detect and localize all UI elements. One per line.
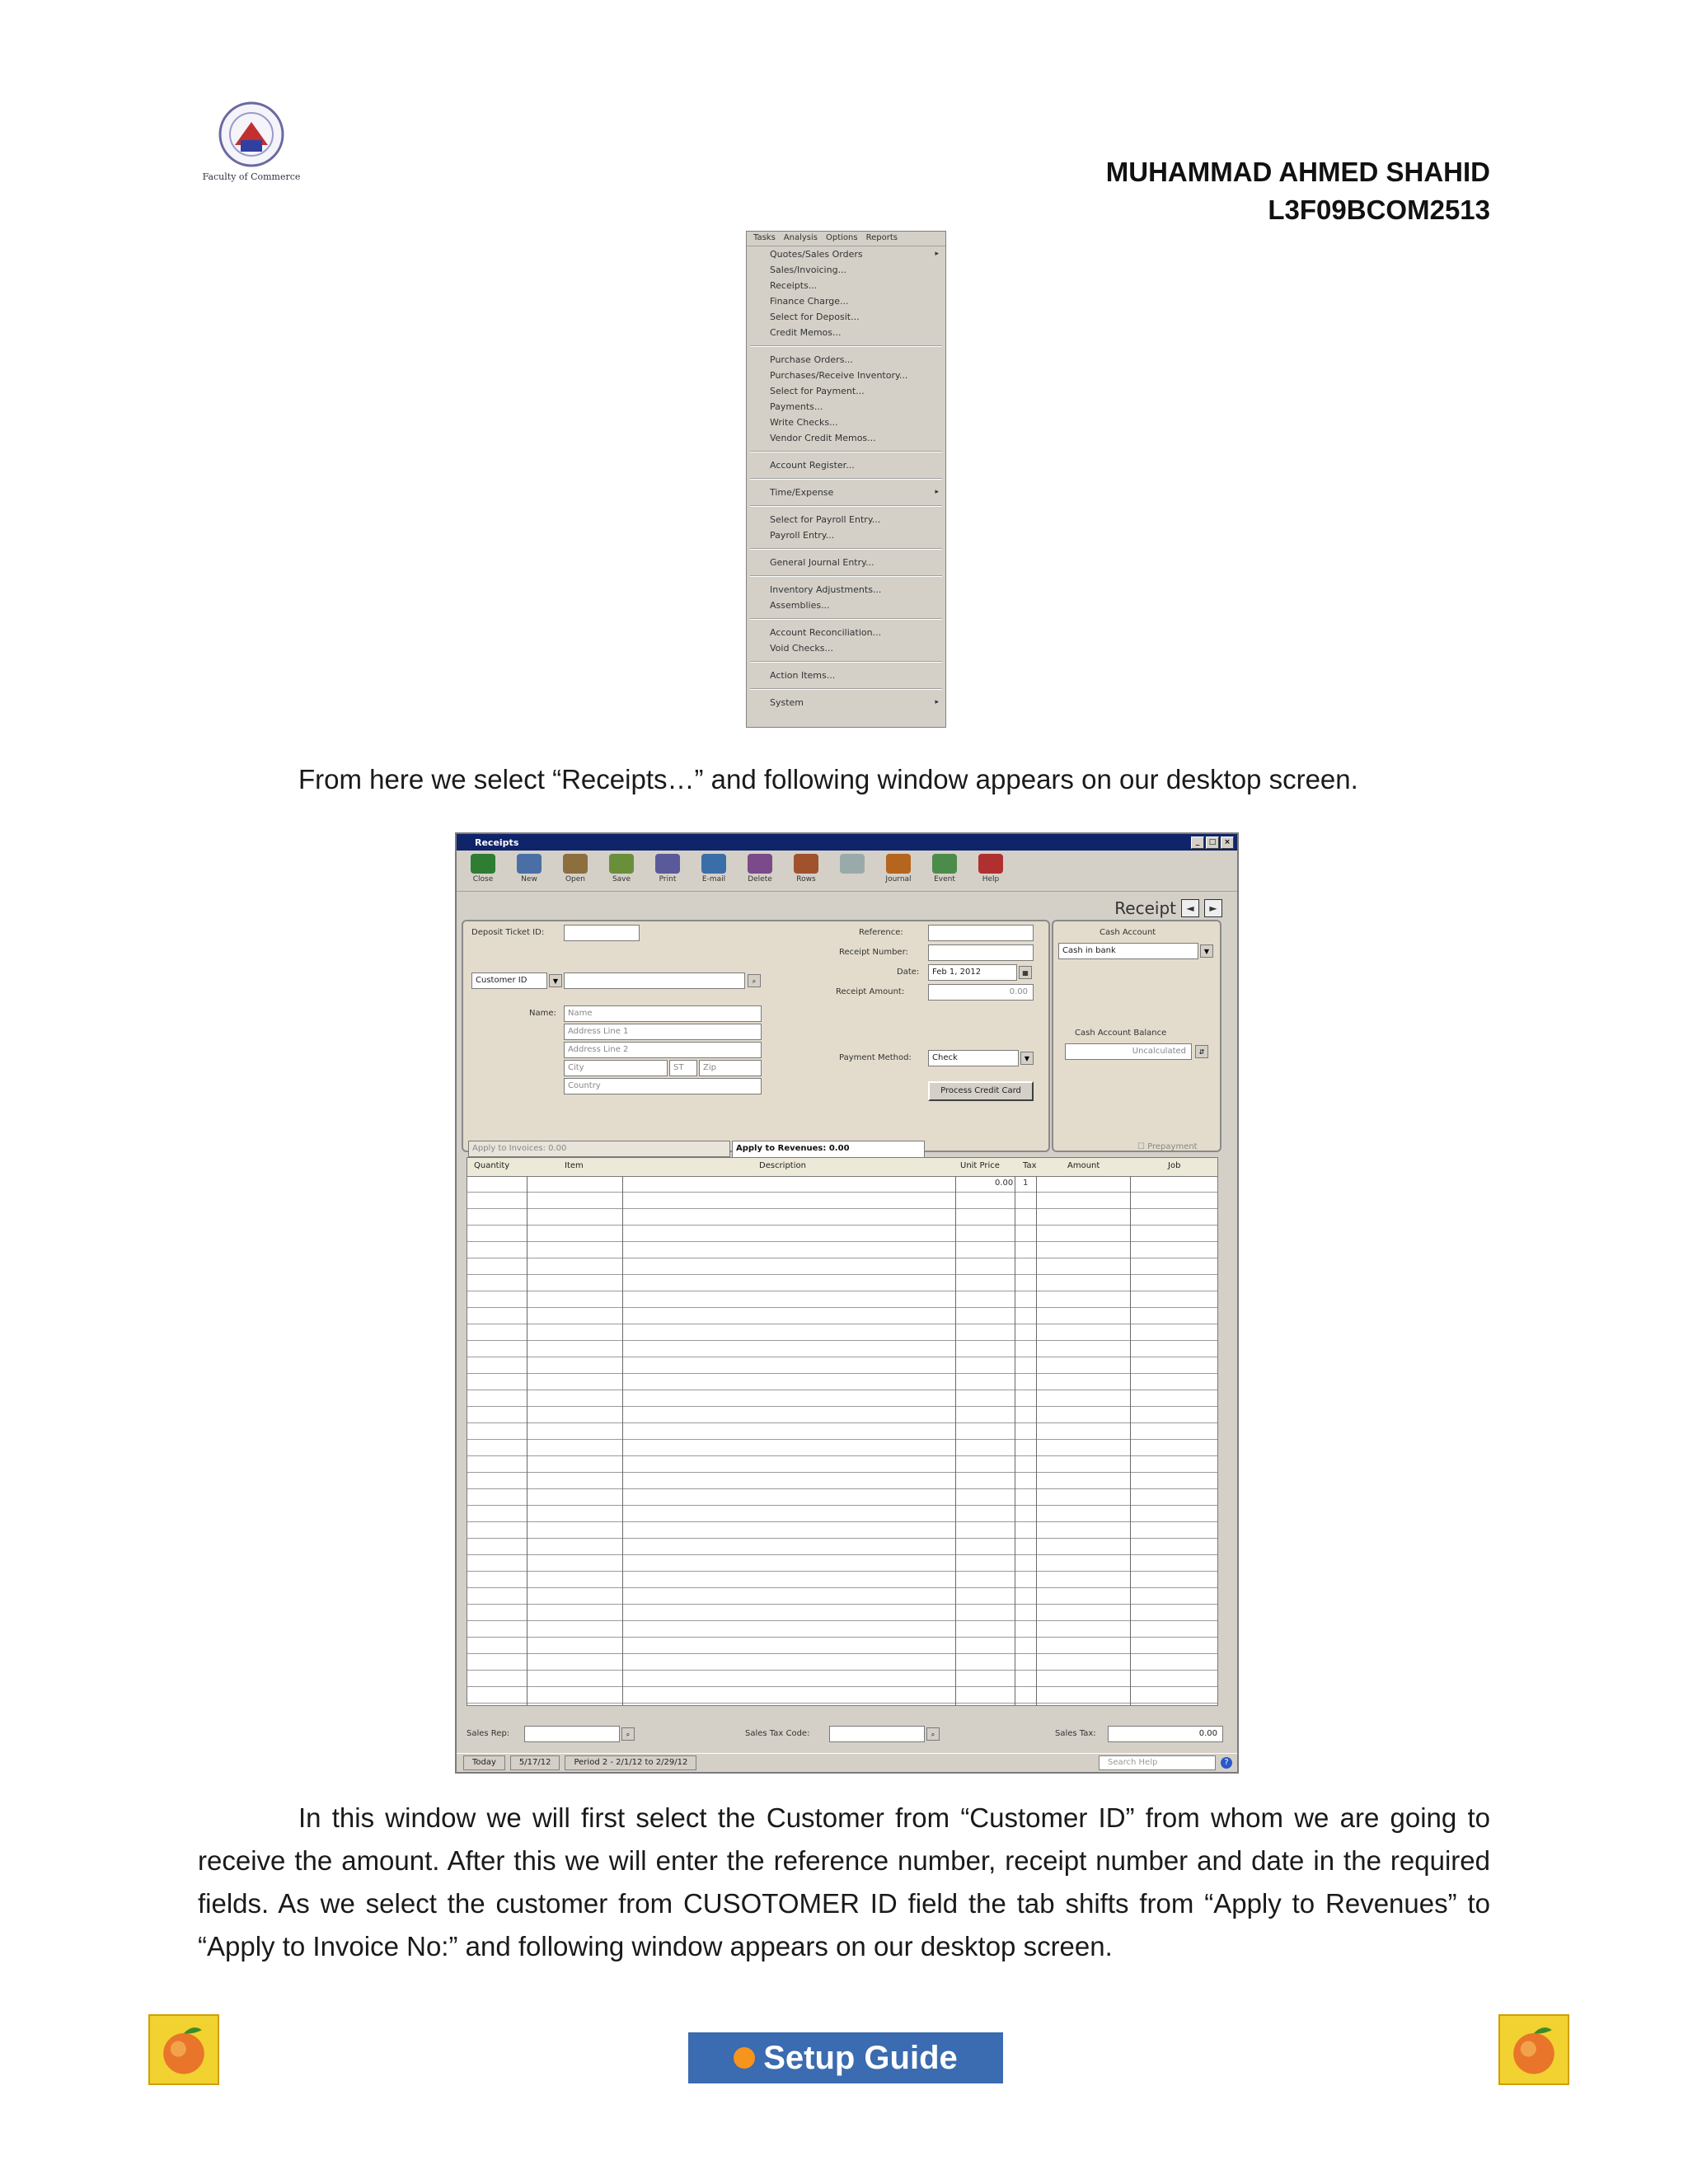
col-description: Description	[759, 1161, 806, 1170]
table-header	[467, 1158, 1217, 1177]
tasks-menu-screenshot	[746, 231, 946, 728]
menu-item[interactable]	[747, 325, 945, 340]
menu-item[interactable]	[747, 383, 945, 399]
tab-apply-to-revenues[interactable]: Apply to Revenues: 0.00	[732, 1141, 925, 1157]
window-toolbar	[457, 851, 1237, 892]
toolbar-button[interactable]	[879, 854, 918, 888]
tab-apply-to-invoices[interactable]: Apply to Invoices: 0.00	[468, 1141, 730, 1157]
toolbar-button[interactable]	[925, 854, 964, 888]
sales-rep-label: Sales Rep:	[467, 1729, 510, 1738]
menu-item[interactable]	[747, 598, 945, 613]
close-icon[interactable]: ×	[1221, 837, 1234, 849]
menu-item[interactable]	[747, 527, 945, 543]
col-item: Item	[565, 1161, 584, 1170]
menu-item-label: Select for Payroll Entry...	[770, 514, 881, 525]
menu-item[interactable]	[747, 430, 945, 446]
toolbar-label: E-mail	[701, 875, 726, 883]
lookup-icon[interactable]: ⌕	[621, 1727, 635, 1741]
menu-item-label: Account Register...	[770, 460, 855, 471]
col-job: Job	[1168, 1161, 1181, 1170]
menu-item[interactable]	[747, 512, 945, 527]
receipt-amount-label: Receipt Amount:	[836, 987, 905, 996]
setup-guide-text: Setup Guide	[763, 2039, 958, 2076]
menu-item[interactable]	[747, 293, 945, 309]
toolbar-button[interactable]	[832, 854, 872, 888]
status-bar	[457, 1753, 1237, 1772]
payment-method-label: Payment Method:	[839, 1053, 912, 1062]
submenu-arrow-icon: ▸	[935, 698, 939, 706]
menu-item-label: Inventory Adjustments...	[770, 584, 882, 595]
menu-item[interactable]	[747, 262, 945, 278]
university-seal-logo	[198, 97, 305, 188]
chevron-down-icon[interactable]: ▼	[549, 974, 562, 987]
cash-account-select[interactable]: Cash in bank	[1058, 943, 1198, 959]
sales-tax-code-field[interactable]	[829, 1726, 925, 1742]
line-items-table	[467, 1157, 1218, 1706]
toolbar-label: Save	[612, 875, 631, 883]
toolbar-label: Close	[472, 875, 494, 883]
toolbar-button[interactable]	[463, 854, 503, 888]
toolbar-icon	[563, 854, 588, 874]
menu-item[interactable]	[747, 352, 945, 368]
menu-item-label: Action Items...	[770, 670, 836, 681]
city-field[interactable]: City	[564, 1060, 668, 1076]
cash-account-label: Cash Account	[1100, 928, 1156, 937]
help-icon[interactable]: ?	[1221, 1757, 1232, 1769]
menu-item-label: System	[770, 697, 804, 708]
chevron-down-icon[interactable]: ▼	[1200, 944, 1213, 958]
menu-item[interactable]	[747, 457, 945, 473]
menu-item-label: Purchases/Receive Inventory...	[770, 370, 908, 381]
menu-item-label: Receipts...	[770, 280, 818, 291]
menubar-item[interactable]: Analysis	[783, 233, 818, 242]
receipt-number-field[interactable]	[928, 944, 1034, 961]
toolbar-icon	[517, 854, 542, 874]
toolbar-icon	[471, 854, 495, 874]
menubar-item[interactable]: Reports	[865, 233, 898, 242]
customer-id-select[interactable]: Customer ID	[471, 972, 547, 989]
prepayment-checkbox[interactable]: ☐ Prepayment	[1137, 1142, 1198, 1151]
toolbar-label: Delete	[748, 875, 772, 883]
peachtree-logo-icon	[1498, 2014, 1569, 2085]
receipt-form-title: Receipt ◄ ►	[1114, 898, 1222, 918]
toolbar-button[interactable]	[786, 854, 826, 888]
sales-tax-label: Sales Tax:	[1055, 1729, 1096, 1738]
toolbar-icon	[978, 854, 1003, 874]
menubar-item[interactable]: Options	[826, 233, 858, 242]
peachtree-logo-icon	[148, 2014, 219, 2085]
toolbar-label: Event	[934, 875, 955, 883]
menu-item[interactable]	[747, 309, 945, 325]
status-today[interactable]: Today	[463, 1755, 505, 1770]
menu-item-label: Assemblies...	[770, 600, 830, 611]
menu-item-label: Select for Deposit...	[770, 312, 860, 322]
menu-item-label: General Journal Entry...	[770, 557, 874, 568]
sales-tax-code-label: Sales Tax Code:	[745, 1729, 810, 1738]
svg-text:Faculty of Commerce: Faculty of Commerce	[202, 171, 301, 182]
toolbar-icon	[655, 854, 680, 874]
deposit-ticket-label: Deposit Ticket ID:	[471, 928, 545, 937]
col-tax: Tax	[1023, 1161, 1037, 1170]
toolbar-icon	[748, 854, 772, 874]
menu-item[interactable]	[747, 278, 945, 293]
window-titlebar	[457, 834, 1237, 851]
toolbar-button[interactable]	[971, 854, 1010, 888]
paragraph-intro: From here we select “Receipts…” and following window appears on our desktop screen.	[298, 764, 1358, 794]
address2-field[interactable]: Address Line 2	[564, 1042, 762, 1058]
toolbar-label: Rows	[796, 875, 816, 883]
cash-balance-field: Uncalculated	[1065, 1043, 1192, 1060]
menu-item[interactable]	[747, 625, 945, 640]
menu-item-label: Payroll Entry...	[770, 530, 835, 541]
toolbar-button[interactable]	[556, 854, 595, 888]
state-field[interactable]: ST	[669, 1060, 697, 1076]
prev-record-icon[interactable]: ◄	[1181, 899, 1199, 917]
menu-separator	[750, 618, 942, 620]
status-period[interactable]: Period 2 - 2/1/12 to 2/29/12	[565, 1755, 696, 1770]
country-field[interactable]: Country	[564, 1078, 762, 1094]
chevron-down-icon[interactable]: ▼	[1020, 1052, 1034, 1065]
menu-separator	[750, 345, 942, 347]
customer-id-field[interactable]	[564, 972, 745, 989]
toolbar-icon	[886, 854, 911, 874]
menubar-item[interactable]: Tasks	[753, 233, 776, 242]
menu-item-label: Time/Expense	[770, 487, 834, 498]
date-label: Date:	[897, 968, 920, 977]
toolbar-icon	[840, 854, 865, 874]
lookup-icon[interactable]: ⌕	[748, 974, 761, 987]
sales-rep-field[interactable]	[524, 1726, 620, 1742]
first-row-tax: 1	[1023, 1179, 1029, 1188]
menu-item-label: Finance Charge...	[770, 296, 849, 307]
student-id: L3F09BCOM2513	[1268, 194, 1490, 225]
receipts-window-screenshot	[455, 832, 1239, 1774]
col-unit-price: Unit Price	[960, 1161, 1000, 1170]
search-help-field[interactable]: Search Help	[1099, 1755, 1216, 1770]
name-label: Name:	[529, 1009, 556, 1018]
status-date: 5/17/12	[510, 1755, 560, 1770]
paragraph-instructions: In this window we will first select the Customer from “Customer ID” from whom we are going to receive the amount. After this we will enter the reference number, receipt number and date in the required fields. As we select the customer from CUSOTOMER ID field the tab shifts from “Apply to Revenues” to “Apply to Invoice No:” and following window appears on our desktop screen.	[198, 1802, 1490, 1961]
cash-account-panel	[1052, 920, 1221, 1152]
window-title: Receipts	[475, 837, 519, 848]
toolbar-icon	[794, 854, 818, 874]
menu-item-label: Select for Payment...	[770, 386, 865, 396]
menu-item[interactable]	[747, 555, 945, 570]
menu-item[interactable]	[747, 368, 945, 383]
menu-item[interactable]	[747, 399, 945, 415]
toolbar-button[interactable]	[694, 854, 734, 888]
menu-item[interactable]	[747, 582, 945, 598]
menu-separator	[750, 688, 942, 690]
menu-item[interactable]	[747, 668, 945, 683]
orange-dot-icon	[734, 2047, 755, 2069]
toolbar-button[interactable]	[602, 854, 641, 888]
sales-tax-field: 0.00	[1108, 1726, 1223, 1742]
menu-separator	[750, 661, 942, 663]
submenu-arrow-icon: ▸	[935, 250, 939, 258]
tasks-menu-list	[747, 246, 945, 710]
menu-item-label: Purchase Orders...	[770, 354, 853, 365]
name-field[interactable]: Name	[564, 1005, 762, 1022]
toolbar-icon	[609, 854, 634, 874]
menu-bar	[747, 232, 945, 246]
deposit-ticket-field[interactable]	[564, 925, 640, 941]
receipt-details-panel	[462, 920, 1050, 1152]
toolbar-icon	[932, 854, 957, 874]
menu-item-label: Void Checks...	[770, 643, 833, 654]
prepayment-label: Prepayment	[1147, 1142, 1198, 1151]
toolbar-label: Print	[659, 875, 677, 883]
toolbar-button[interactable]	[509, 854, 549, 888]
menu-item-label: Quotes/Sales Orders	[770, 249, 863, 260]
col-quantity: Quantity	[474, 1161, 510, 1170]
menu-separator	[750, 505, 942, 507]
cash-balance-label: Cash Account Balance	[1075, 1029, 1167, 1038]
toolbar-button[interactable]	[740, 854, 780, 888]
toolbar-label: New	[521, 875, 537, 883]
author-name: MUHAMMAD AHMED SHAHID	[1105, 157, 1490, 187]
recalculate-icon[interactable]: ⇵	[1195, 1045, 1208, 1058]
menu-item-label: Write Checks...	[770, 417, 838, 428]
date-field[interactable]: Feb 1, 2012	[928, 964, 1017, 981]
col-amount: Amount	[1067, 1161, 1100, 1170]
submenu-arrow-icon: ▸	[935, 488, 939, 496]
payment-method-select[interactable]: Check	[928, 1050, 1019, 1066]
toolbar-button[interactable]	[648, 854, 687, 888]
zip-field[interactable]: Zip	[699, 1060, 762, 1076]
menu-item[interactable]	[747, 485, 945, 500]
address1-field[interactable]: Address Line 1	[564, 1024, 762, 1040]
receipt-amount-field[interactable]: 0.00	[928, 984, 1034, 1001]
maximize-icon[interactable]: □	[1206, 837, 1219, 849]
calendar-icon[interactable]: ▦	[1019, 966, 1032, 979]
menu-item[interactable]	[747, 246, 945, 262]
menu-item-label: Credit Memos...	[770, 327, 842, 338]
process-credit-card-button[interactable]: Process Credit Card	[928, 1081, 1034, 1101]
reference-field[interactable]	[928, 925, 1034, 941]
menu-item[interactable]	[747, 695, 945, 710]
reference-label: Reference:	[859, 928, 903, 937]
receipt-number-label: Receipt Number:	[839, 948, 908, 957]
menu-separator	[750, 451, 942, 452]
toolbar-label: Journal	[885, 875, 912, 883]
lookup-icon[interactable]: ⌕	[926, 1727, 940, 1741]
menu-separator	[750, 548, 942, 550]
setup-guide-banner	[688, 2032, 1003, 2083]
menu-separator	[750, 575, 942, 577]
menu-item-label: Vendor Credit Memos...	[770, 433, 876, 443]
menu-item[interactable]	[747, 640, 945, 656]
next-record-icon[interactable]: ►	[1204, 899, 1222, 917]
menu-item-label: Sales/Invoicing...	[770, 265, 847, 275]
table-rows[interactable]	[467, 1176, 1217, 1705]
menu-separator	[750, 478, 942, 480]
menu-item-label: Payments...	[770, 401, 823, 412]
menu-item[interactable]	[747, 415, 945, 430]
toolbar-label: Open	[565, 875, 586, 883]
toolbar-label: Help	[982, 875, 1000, 883]
menu-item-label: Account Reconciliation...	[770, 627, 882, 638]
first-row-unit-price: 0.00	[995, 1179, 1014, 1188]
toolbar-icon	[701, 854, 726, 874]
minimize-icon[interactable]: _	[1191, 837, 1204, 849]
